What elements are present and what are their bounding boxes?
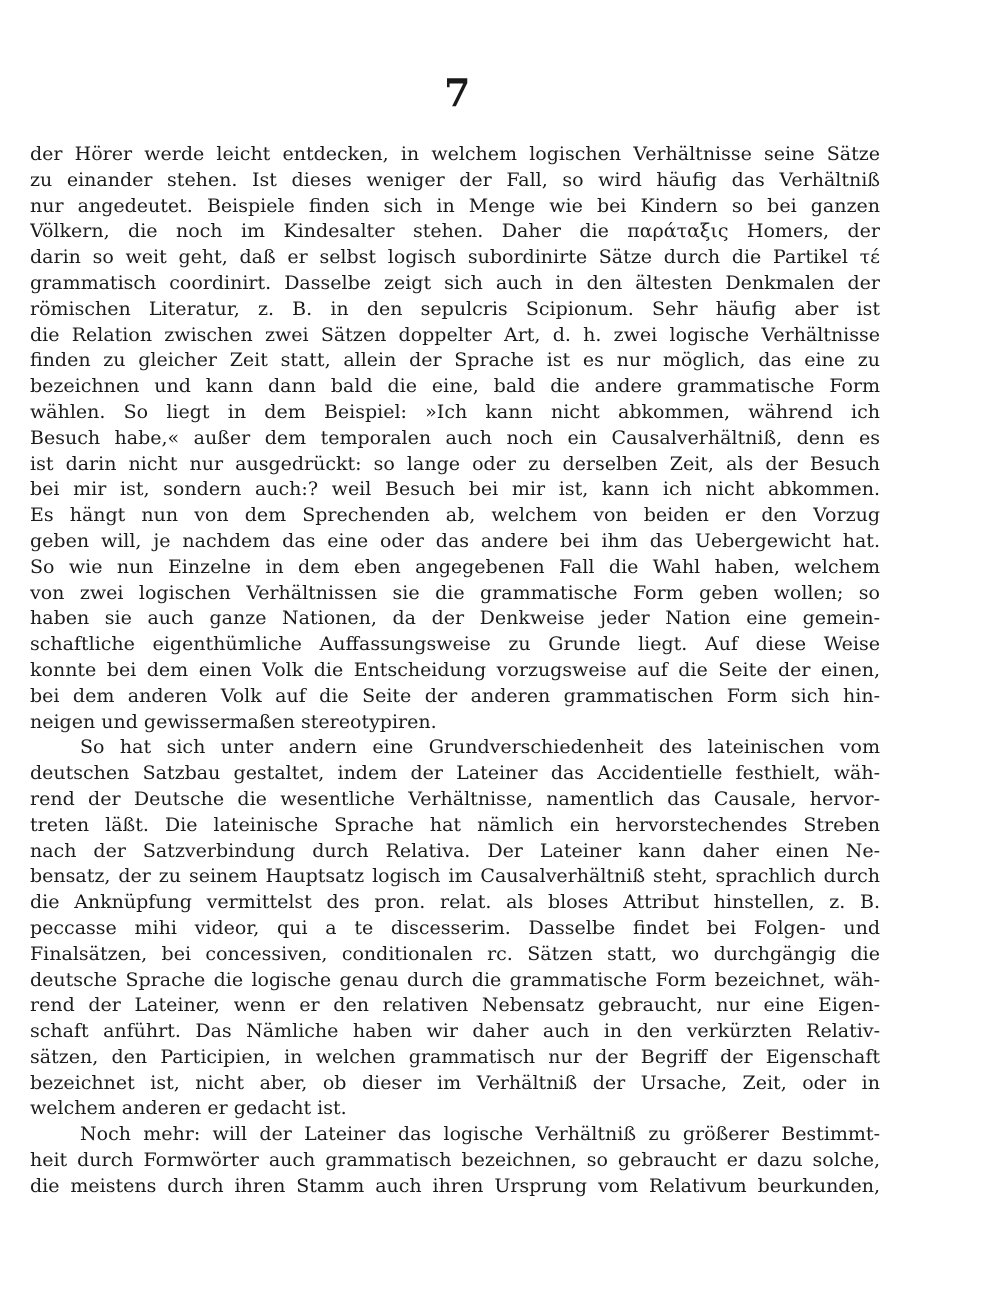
text-line: grammatisch coordinirt. Dasselbe zeigt sich auch in den ältesten Denkmalen der: [30, 271, 880, 294]
text-line: heit durch Formwörter auch grammatisch bezeichnen, so gebraucht er dazu solche,: [30, 1149, 880, 1172]
text-line: bezeichnet ist, nicht aber, ob dieser im Verhältniß der Ursache, Zeit, oder in: [30, 1071, 880, 1094]
text-line: So wie nun Einzelne in dem eben angegebenen Fall die Wahl haben, welchem: [30, 555, 880, 578]
text-line: der Hörer werde leicht entdecken, in welchem logischen Verhältnisse seine Sätze: [30, 143, 880, 165]
text-line: bezeichnen und kann dann bald die eine, bald die andere grammatische Form: [30, 375, 880, 398]
text-line: nur angedeutet. Beispiele finden sich in Menge wie bei Kindern so bei ganzen: [30, 194, 880, 217]
text-line: finden zu gleicher Zeit statt, allein der Sprache ist es nur möglich, das eine zu: [30, 349, 880, 372]
text-line: haben sie auch ganze Nationen, da der Denkweise jeder Nation eine gemein-: [30, 607, 880, 630]
page-number: 7: [444, 70, 471, 115]
text-line: von zwei logischen Verhältnissen sie die grammatische Form geben wollen; so: [30, 581, 880, 604]
text-line: konnte bei dem einen Volk die Entscheidung vorzugsweise auf die Seite der einen,: [30, 658, 880, 681]
text-line: geben will, je nachdem das eine oder das andere bei ihm das Uebergewicht hat.: [30, 529, 880, 552]
text-line: Besuch habe,« außer dem temporalen auch noch ein Causalverhältniß, denn es: [30, 426, 880, 449]
text-line: ist darin nicht nur ausgedrückt: so lange oder zu derselben Zeit, als der Besuch: [30, 452, 880, 475]
text-line: die Relation zwischen zwei Sätzen doppelter Art, d. h. zwei logische Verhältnisse: [30, 323, 880, 346]
text-line: treten läßt. Die lateinische Sprache hat nämlich ein hervorstechendes Streben: [30, 813, 880, 836]
text-line: bei dem anderen Volk auf die Seite der anderen grammatischen Form sich hin-: [30, 684, 880, 707]
text-line: deutschen Satzbau gestaltet, indem der Lateiner das Accidentielle festhielt, wäh-: [30, 762, 880, 785]
text-line: Finalsätzen, bei concessiven, conditionalen rc. Sätzen statt, wo durchgängig die: [30, 942, 880, 965]
body-text: [30, 142, 880, 1200]
text-line: schaft anführt. Das Nämliche haben wir daher auch in den verkürzten Relativ-: [30, 1020, 880, 1043]
text-line: sätzen, den Participien, in welchen grammatisch nur der Begriff der Eigenschaft: [30, 1045, 880, 1068]
text-line: wählen. So liegt in dem Beispiel: »Ich kann nicht abkommen, während ich: [30, 400, 880, 423]
text-line: Noch mehr: will der Lateiner das logische Verhältniß zu größerer Bestimmt-: [80, 1123, 880, 1146]
text-line: rend der Lateiner, wenn er den relativen Nebensatz gebraucht, nur eine Eigen-: [30, 994, 880, 1017]
text-line: schaftliche eigenthümliche Auffassungsweise zu Grunde liegt. Auf diese Weise: [30, 633, 880, 656]
text-line: nach der Satzverbindung durch Relativa. Der Lateiner kann daher einen Ne-: [30, 839, 880, 862]
text-line: die Anknüpfung vermittelst des pron. relat. als bloses Attribut hinstellen, z. B.: [30, 891, 880, 914]
text-line: römischen Literatur, z. B. in den sepulcris Scipionum. Sehr häufig aber ist: [30, 297, 880, 320]
text-line: zu einander stehen. Ist dieses weniger der Fall, so wird häufig das Verhältniß: [30, 168, 880, 191]
text-line: darin so weit geht, daß er selbst logisch subordinirte Sätze durch die Partikel τέ: [30, 246, 880, 269]
text-line: bensatz, der zu seinem Hauptsatz logisch im Causalverhältniß steht, sprachlich durch: [30, 865, 880, 888]
text-line: Völkern, die noch im Kindesalter stehen. Daher die παράταξις Homers, der: [30, 220, 880, 243]
text-line: peccasse mihi videor, qui a te discesserim. Dasselbe findet bei Folgen- und: [30, 916, 880, 939]
text-line: die meistens durch ihren Stamm auch ihren Ursprung vom Relativum beurkunden,: [30, 1174, 880, 1197]
text-line: Es hängt nun von dem Sprechenden ab, welchem von beiden er den Vorzug: [30, 504, 880, 527]
text-line: bei mir ist, sondern auch:? weil Besuch bei mir ist, kann ich nicht abkommen.: [30, 478, 880, 501]
text-line: neigen und gewissermaßen stereotypiren.: [30, 710, 437, 733]
text-line: welchem anderen er gedacht ist.: [30, 1097, 347, 1120]
text-line: So hat sich unter andern eine Grundverschiedenheit des lateinischen vom: [80, 736, 880, 759]
text-line: rend der Deutsche die wesentliche Verhältnisse, namentlich das Causale, hervor-: [30, 787, 880, 810]
text-line: deutsche Sprache die logische genau durch die grammatische Form bezeichnet, wäh-: [30, 968, 880, 991]
